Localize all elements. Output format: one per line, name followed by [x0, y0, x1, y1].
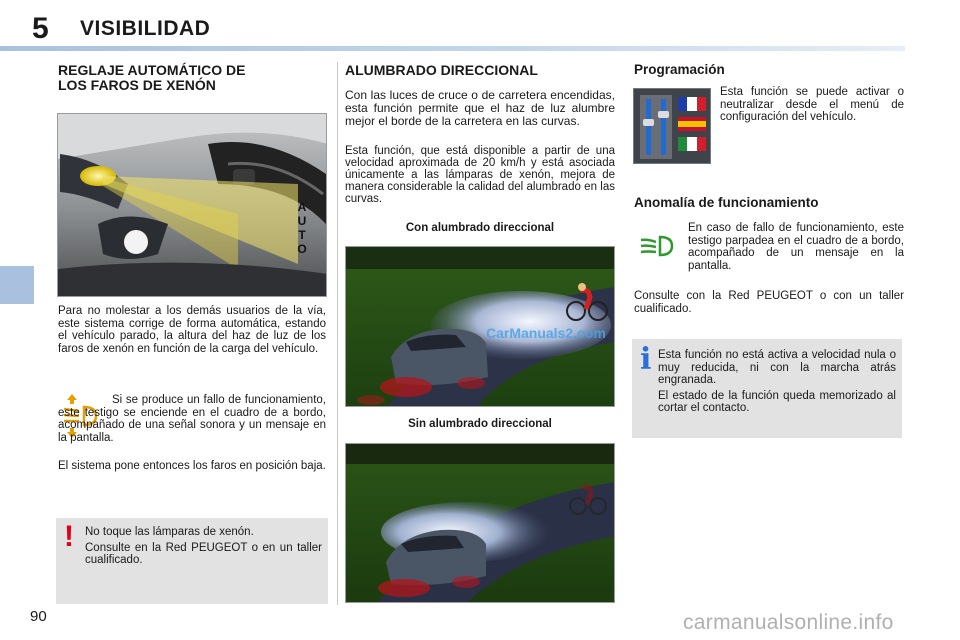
info-icon: i	[640, 342, 652, 377]
caption-without-directional: Sin alumbrado direccional	[408, 418, 552, 430]
malfunction-text: En caso de fallo de funcionamiento, este testigo parpadea en el cuadro de a bordo, acompañado de un mensaje en la pantalla.	[688, 222, 904, 272]
warning-line-2: Consulte en la Red PEUGEOT o en un taller cualificado.	[85, 541, 322, 567]
site-watermark: carmanualsonline.info	[683, 611, 894, 634]
photo-with-directional	[345, 246, 615, 407]
chapter-number: 5	[32, 12, 49, 45]
adaptive-light-icon	[638, 234, 674, 258]
warning-box	[56, 518, 328, 604]
xenon-fault-paragraph: Si se produce un fallo de funcionamiento, este testigo se enciende en el cuadro de a bordo, acompañado de una señal sonora y un mensaje en la pantalla.	[58, 394, 326, 444]
info-box	[632, 339, 902, 438]
info-line-1: Esta función no está activa a velocidad nula o muy reducida, ni con la marcha atrás engranada.	[658, 349, 896, 387]
auto-label: A U T O	[297, 200, 307, 256]
directional-paragraph-1: Con las luces de cruce o de carretera encendidas, esta función permite que el haz de luz alumbre mejor el borde de la carretera en las curvas.	[345, 88, 615, 128]
column-divider	[337, 62, 338, 605]
caption-with-directional: Con alumbrado direccional	[405, 222, 555, 234]
xenon-lowbeam-paragraph: El sistema pone entonces los faros en posición baja.	[58, 460, 326, 472]
section-title-programming: Programación	[634, 62, 725, 77]
xenon-paragraph: Para no molestar a los demás usuarios de la vía, este sistema corrige de forma automática, estando el vehículo parado, la altura del haz de luz de los faros de xenón en función de la carga del vehículo.	[58, 305, 326, 355]
photo-watermark: CarManuals2.com	[486, 325, 606, 341]
headlamp-photo	[57, 113, 327, 297]
section-title-directional: ALUMBRADO DIRECCIONAL	[345, 62, 538, 78]
section-title-malfunction: Anomalía de funcionamiento	[634, 195, 819, 210]
consult-text: Consulte con la Red PEUGEOT o con un taller cualificado.	[634, 290, 904, 315]
chapter-title: VISIBILIDAD	[80, 17, 211, 40]
directional-paragraph-2: Esta función, que está disponible a partir de una velocidad aproximada de 20 km/h y está asociada únicamente a las lámparas de xenón, mejora de manera considerable la calidad del alumbrado en las curvas.	[345, 145, 615, 205]
chapter-side-tab	[0, 266, 34, 304]
page-number: 90	[30, 608, 47, 625]
section-title-xenon: REGLAJE AUTOMÁTICO DE LOS FAROS DE XENÓN	[58, 62, 246, 93]
programming-text: Esta función se puede activar o neutralizar desde el menú de configuración del vehículo.	[720, 86, 904, 124]
warning-line-1: No toque las lámparas de xenón.	[85, 526, 254, 538]
header-rule	[0, 46, 905, 51]
config-sliders-icon	[633, 88, 711, 164]
info-line-2: El estado de la función queda memorizado al cortar el contacto.	[658, 389, 896, 415]
warning-exclamation-icon: !	[64, 520, 74, 553]
photo-without-directional	[345, 443, 615, 603]
